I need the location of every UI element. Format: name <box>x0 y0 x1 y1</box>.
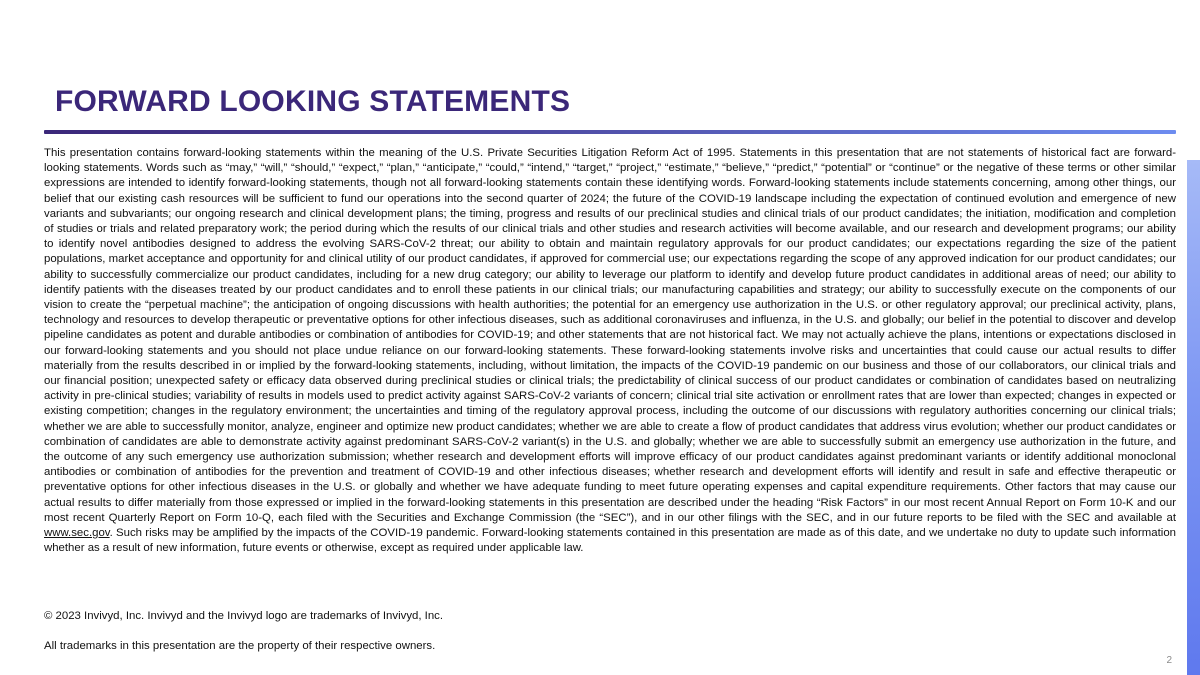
right-accent-bar <box>1187 160 1200 675</box>
slide-title: FORWARD LOOKING STATEMENTS <box>55 85 571 118</box>
copyright-notice: © 2023 Invivyd, Inc. Invivyd and the Invivyd logo are trademarks of Invivyd, Inc. <box>44 610 444 622</box>
paragraph-text-after-link: . Such risks may be amplified by the impacts of the COVID-19 pandemic. Forward-looking statements contained in this presentation are made as of this date, and we undertake no duty to update such information whether as a result of new information, future events or otherwise, except as required under applicable law. <box>44 527 1176 555</box>
sec-website-link[interactable]: www.sec.gov <box>44 527 110 540</box>
trademarks-notice: All trademarks in this presentation are the property of their respective owners. <box>44 640 436 652</box>
page-number: 2 <box>1166 655 1172 666</box>
forward-looking-statement-paragraph <box>44 146 1176 556</box>
paragraph-text-before-link: This presentation contains forward-looking statements within the meaning of the U.S. Private Securities Litigation Reform Act of 1995. Statements in this presentation that are not statements of historical fact are forward-looking statements. Words such as “may,” “will,” “should,” “expect,” “plan,” “anticipate,” “could,” “intend,” “target,” “project,” “estimate,” “believe,” “predict,” “potential” or “continue” or the negative of these terms or other similar expressions are intended to identify forward-looking statements, though not all forward-looking statements contain these identifying words. Forward-looking statements include statements concerning, among other things, our belief that our existing cash resources will be sufficient to fund our operations into the second quarter of 2024; the future of the COVID-19 landscape including the expectation of continued evolution and emergence of new variants and subvariants; our ongoing research and clinical development plans; the timing, progress and results of our preclinical studies and clinical trials of our product candidates; the initiation, modification and completion of studies or trials and related preparatory work; the period during which the results of our clinical trials and other studies and research activities will become available, and our research and development programs; our ability to identify novel antibodies designed to address the evolving SARS-CoV-2 threat; our ability to obtain and maintain regulatory approvals for our product candidates; our expectations regarding the size of the patient populations, market acceptance and opportunity for and clinical utility of our product candidates, if approved for commercial use; our expectations regarding the scope of any approved indication for our product candidates; our ability to successfully commercialize our product candidates, including for a new drug category; our ability to leverage our platform to identify and develop future product candidates in additional areas of need; our ability to identify patients with the diseases treated by our product candidates and to enroll these patients in our clinical trials; our manufacturing capabilities and strategy; our ability to successfully execute on the components of our vision to create the “perpetual machine”; the anticipation of ongoing discussions with health authorities; the potential for an emergency use authorization in the U.S. or other regulatory approval; our preclinical activity, plans, technology and resources to develop therapeutic or preventative options for other infectious diseases, such as additional coronaviruses and influenza, in the U.S. and globally; our belief in the potential to discover and develop pipeline candidates as potent and durable antibodies or combination of antibodies for COVID-19; and other statements that are not historical fact. We may not actually achieve the plans, intentions or expectations disclosed in our forward-looking statements and you should not place undue reliance on our forward-looking statements. These forward-looking statements involve risks and uncertainties that could cause our actual results to differ materially from the results described in or implied by the forward-looking statements, including, without limitation, the impacts of the COVID-19 pandemic on our business and those of our collaborators, our clinical trials and our financial position; unexpected safety or efficacy data observed during preclinical studies or clinical trials; the predictability of clinical success of our product candidates or combination of candidates based on neutralizing activity in pre-clinical studies; variability of results in models used to predict activity against SARS-CoV-2 variants of concern; clinical trial site activation or enrollment rates that are lower than expected; changes in expected or existing competition; changes in the regulatory environment; the uncertainties and timing of the regulatory approval process, including the outcome of our discussions with regulatory authorities concerning our clinical trials; whether we are able to successfully monitor, analyze, engineer and optimize new product candidates; whether we are able to create a flow of product candidates that address virus evolution; whether our product candidates or combination of candidates are able to demonstrate activity against predominant SARS-CoV-2 variant(s) in the U.S. and globally; whether we are able to successfully submit an emergency use authorization in the future, and the outcome of any such emergency use authorization submission; whether research and development efforts will improve efficacy of our product candidates against predominant variants or identify additional monoclonal antibodies or combination of antibodies for the prevention and treatment of COVID-19 and other infectious diseases; whether research and development efforts will identify and result in safe and effective therapeutic or preventative options for other infectious diseases in the U.S. or globally and whether we have adequate funding to meet future operating expenses and capital expenditure requirements. Other factors that may cause our actual results to differ materially from those expressed or implied in the forward-looking statements in this presentation are described under the heading “Risk Factors” in our most recent Annual Report on Form 10-K and our most recent Quarterly Report on Form 10-Q, each filed with the Securities and Exchange Commission (the “SEC”), and in our other filings with the SEC, and in our future reports to be filed with the SEC and available at <box>44 147 1176 524</box>
title-underline <box>44 130 1176 134</box>
